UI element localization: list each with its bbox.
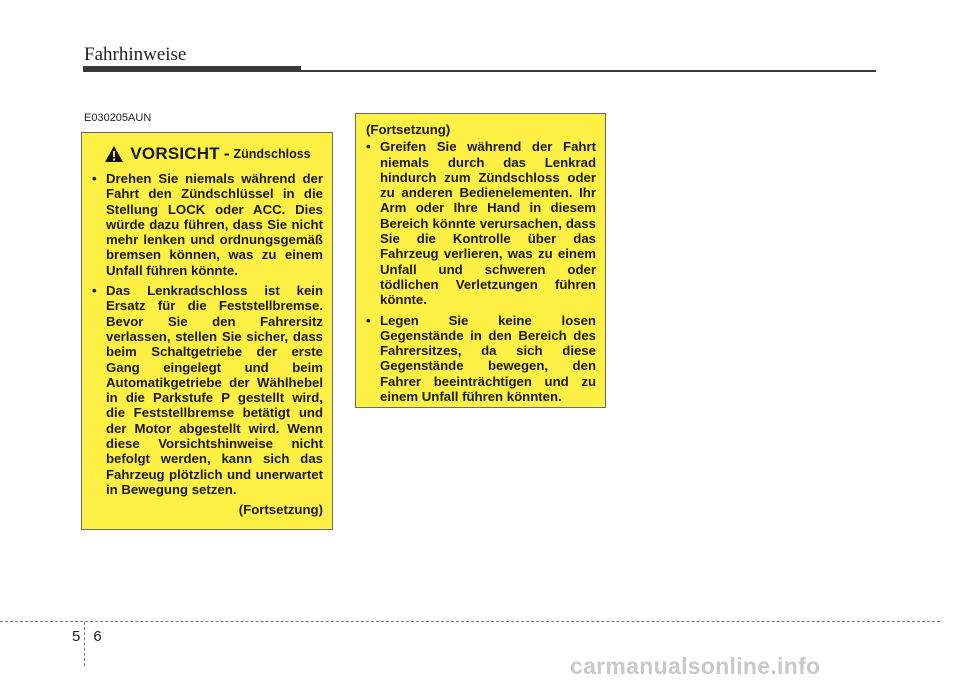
caution-item [92,171,323,278]
bullet: • [92,283,97,299]
continued-box [355,113,606,408]
caution-item-text: Das Lenkradschloss ist kein Ersatz für die Feststellbremse. Bevor Sie den Fahrersitz verlassen, stellen Sie sicher, dass beim Schaltgetriebe der erste Gang eingelegt und beim Automatikgetriebe der Wählhebel in die Parkstufe P gestellt wird, die Feststellbremse betätigt und der Motor abgestellt wird. Wenn diese Vorsichtshinweise nicht befolgt werden, kann sich das Fahrzeug plötzlich und unerwartet in Bewegung setzen. [106,283,323,497]
caution-item [366,313,596,405]
bullet: • [366,139,371,155]
header-title: Fahrhinweise [84,44,187,65]
section-code: E030205AUN [84,112,152,124]
caution-box [81,132,333,530]
caution-item-text: Legen Sie keine losen Gegenstände in den Bereich des Fahrersitzes, da sich diese Gegenstände bewegen, den Fahrer beeinträchtigen und zu einem Unfall führen könnten. [380,312,596,405]
caution-title: VORSICHT [130,144,220,164]
footer-dashed-rule [0,621,940,622]
header-rule-thick [83,66,301,72]
caution-item-text: Greifen Sie während der Fahrt niemals durch das Lenkrad hindurch zum Zündschloss oder zu anderen Bedienelementen. Ihr Arm oder Ihre Hand in diesem Bereich könnte verursachen, dass Sie die Kontrolle über das Fahrzeug verlieren, was zu einem Unfall und schweren oder tödlichen Verletzungen führen könnte. [380,139,596,308]
caution-item-text: Drehen Sie niemals während der Fahrt den Zündschlüssel in die Stellung LOCK oder ACC. Dies würde dazu führen, dass Sie nicht mehr lenken und ordnungsgemäß bremsen können, was zu einem Unfall führen könnte. [106,171,323,278]
bullet: • [366,312,371,328]
caution-title-separator: - [223,144,230,164]
caution-item [366,139,596,307]
caution-title-row [92,145,323,163]
watermark: carmanualsonline.info [570,653,821,679]
warning-triangle-icon [104,145,124,163]
bullet: • [92,171,97,186]
page-number: 56 [72,628,115,645]
continued-label: (Fortsetzung) [366,122,451,137]
header-rule-thin [301,70,876,72]
caution-subtitle: Zündschloss [233,147,311,162]
caution-item [92,283,323,497]
continued-label: (Fortsetzung) [238,502,323,518]
